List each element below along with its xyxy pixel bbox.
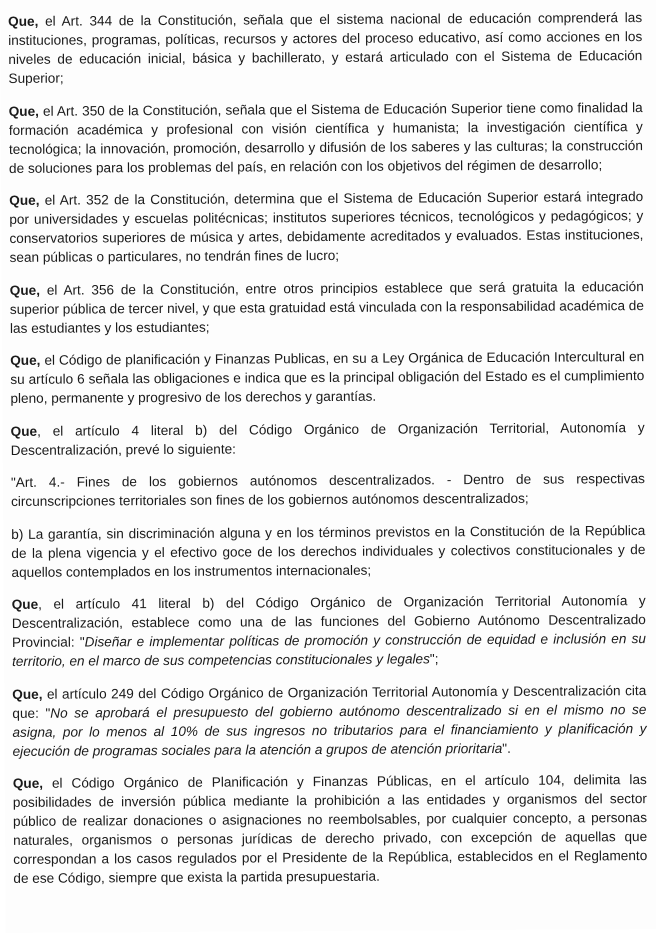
paragraph-keyword: Que, xyxy=(9,192,40,208)
paragraph-keyword: Que, xyxy=(8,13,39,29)
paragraph-text: el Código Orgánico de Planificación y Finanzas Públicas, en el artículo 104, delimita las posibilidades de inversión pública mediante la prohibición a las entidades y organismos del sector público de realizar donaciones o asignaciones no reembolsables, por cualquier concepto, a personas naturales, organismos o personas jurídicas de derecho privado, con excepción de aquellas que correspondan a los casos regulados por el Presidente de la República, establecidos en el Reglamento de ese Código, siempre que exista la partida presupuestaria. xyxy=(12,772,648,886)
paragraph-articulo-41 xyxy=(12,591,646,671)
paragraph-text: el Código de planificación y Finanzas Publicas, en su a Ley Orgánica de Educación Intercultural en su artículo 6 señala las obligaciones e indica que es la principal obligación del Estado es el cumplimiento pleno, permanente y progresivo de los derechos y garantías. xyxy=(10,349,645,406)
paragraph-text: "Art. 4.- Fines de los gobiernos autónomos descentralizados. - Dentro de sus respectivas circunscripciones territoriales son fines de los gobiernos autónomos descentralizados; xyxy=(10,471,645,509)
paragraph-text: b) La garantía, sin discriminación alguna y en los términos previstos en la Constitución de la República de la plena vigencia y el efectivo goce de los derechos individuales y colectivos constitucionales y de aquellos contemplados en los instrumentos internacionales; xyxy=(11,522,646,580)
paragraph-literal-b xyxy=(11,521,645,582)
paragraph-art-350 xyxy=(9,98,643,178)
paragraph-quote-tail: "; xyxy=(429,651,439,667)
paragraph-keyword: Que, xyxy=(12,686,43,702)
paragraph-text: el Art. 352 de la Constitución, determina que el Sistema de Educación Superior estará integrado por universidades y escuelas politécnicas; institutos superiores técnicos, tecnológicos y pedagógicos; y conservatorios superiores de música y artes, debidamente acreditados y evaluados. Estas instituciones, sean públicas o particulares, no tendrán fines de lucro; xyxy=(9,189,644,265)
paragraph-text: el Art. 344 de la Constitución, señala que el sistema nacional de educación comprenderá las instituciones, programas, políticas, recursos y actores del proceso educativo, así como acciones en los niveles de educación inicial, básica y bachillerato, y estará articulado con el Sistema de Educación Superior; xyxy=(8,10,643,86)
paragraph-text: el Art. 350 de la Constitución, señala que el Sistema de Educación Superior tiene como finalidad la formación académica y profesional con visión científica y humanista; la investigación científica y tecnológica; la innovación, promoción, desarrollo y difusión de los saberes y las culturas; la construcción de soluciones para los problemas del país, en relación con los objetivos del régimen de desarrollo; xyxy=(8,99,643,176)
paragraph-articulo-4 xyxy=(11,418,645,460)
paragraph-text: , el artículo 4 literal b) del Código Orgánico de Organización Territorial, Autonomía y Descentralización, prevé lo siguiente: xyxy=(10,419,645,458)
paragraph-art-356 xyxy=(10,277,644,338)
paragraph-quote-tail: ". xyxy=(502,740,511,756)
paragraph-codigo-planificacion xyxy=(10,347,644,408)
paragraph-art-344 xyxy=(8,8,642,88)
paragraph-quote-art-4 xyxy=(11,469,645,511)
paragraph-quote-italic: No se aprobará el presupuesto del gobierno autónomo descentralizado si en el mismo no se asigna, por lo menos al 10% de sus ingresos no tributarios para el financiamiento y planificación y ejecución de programas sociales para la atención a grupos de atención prioritaria xyxy=(12,701,647,759)
paragraph-keyword: Que xyxy=(11,596,39,612)
paragraph-keyword: Que xyxy=(10,423,38,439)
paragraph-articulo-104 xyxy=(13,770,648,888)
paragraph-keyword: Que, xyxy=(10,352,41,368)
paragraph-quote-italic: Diseñar e implementar políticas de promoción y construcción de equidad e inclusión en su territorio, en el marco de sus competencias constitucionales y legales xyxy=(11,631,646,669)
paragraph-keyword: Que, xyxy=(8,103,39,119)
paragraph-art-352 xyxy=(9,187,643,267)
paragraph-text: el artículo 249 del Código Orgánico de Organización Territorial Autonomía y Descentralización cita que: " xyxy=(12,682,647,721)
paragraph-articulo-249 xyxy=(12,681,646,761)
paragraph-text: , el artículo 41 literal b) del Código Orgánico de Organización Territorial Autonomía y Descentralización, establece como una de las funciones del Gobierno Autónomo Descentralizado Provincial: " xyxy=(11,593,646,650)
paragraph-text: el Art. 356 de la Constitución, entre otros principios establece que será gratuita la educación superior pública de tercer nivel, y que esta gratuidad está vinculada con la responsabilidad académica de las estudiantes y los estudiantes; xyxy=(9,278,644,336)
paragraph-keyword: Que, xyxy=(12,775,44,791)
paragraph-keyword: Que, xyxy=(9,282,41,298)
